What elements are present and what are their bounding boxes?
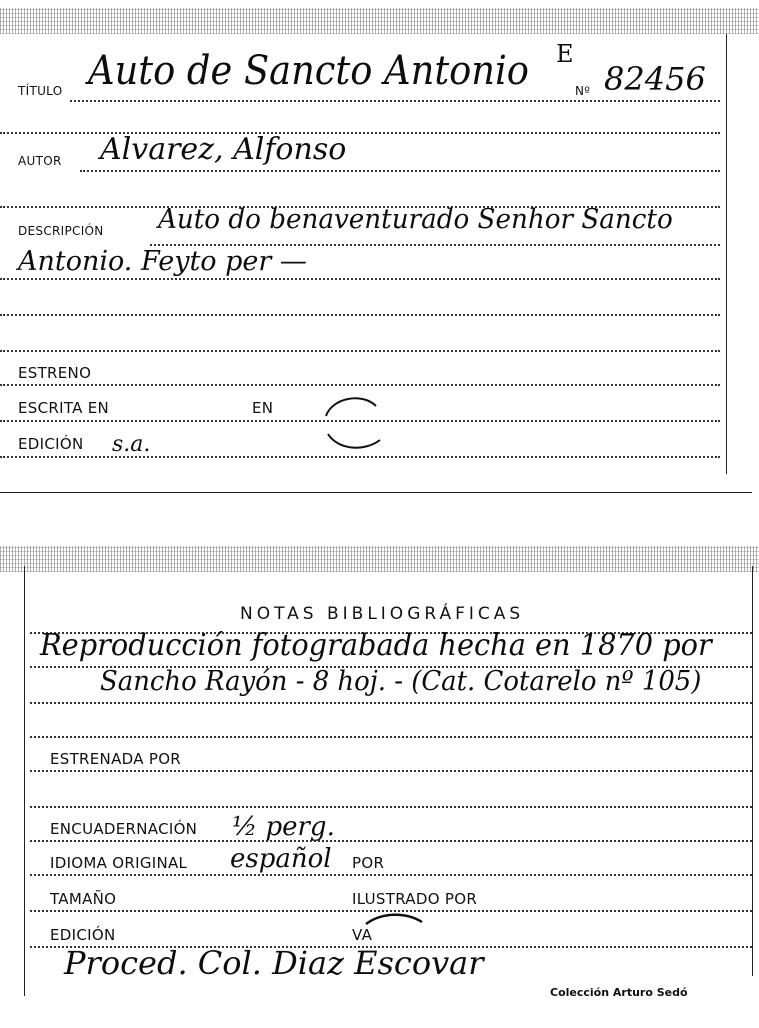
edicion-line [0,456,720,458]
row-line [0,314,720,316]
va-label: VA [352,926,373,944]
edicion2-label: EDICIÓN [50,926,116,944]
notas-handwritten-1: Reproducción fotograbada hecha en 1870 por [40,628,712,663]
letter-handwritten: E [556,40,574,68]
row-line [30,806,752,808]
row-line [0,278,720,280]
estrenada-line [30,770,752,772]
titulo-line [70,100,720,102]
collection-footer: Colección Arturo Sedó [550,986,688,999]
escrita-en-label: ESCRITA EN [18,399,110,417]
catalog-card-top [0,0,759,500]
numero-label: Nº [575,84,591,98]
torn-edge [0,8,759,34]
encuadernacion-line [30,840,752,842]
row-line [30,702,752,704]
stamp-mark-icon [318,390,384,456]
torn-edge [0,546,759,572]
estrenada-por-label: ESTRENADA POR [50,750,182,768]
notas-heading: NOTAS BIBLIOGRÁFICAS [240,604,525,624]
card-border-left [24,566,25,996]
autor-handwritten: Alvarez, Alfonso [100,132,347,167]
catalog-card-bottom [0,540,759,1028]
card-border-right [726,34,727,474]
encuadernacion-label: ENCUADERNACIÓN [50,820,198,838]
estreno-line [0,384,720,386]
descripcion-label: DESCRIPCIÓN [18,224,104,238]
en-label: EN [252,399,274,417]
idioma-original-label: IDIOMA ORIGINAL [50,854,188,872]
idioma-line [30,874,752,876]
row-line [30,736,752,738]
autor-line [80,170,720,172]
idioma-handwritten: español [230,844,332,874]
descripcion-handwritten-1: Auto do benaventurado Senhor Sancto [158,204,673,235]
encuadernacion-handwritten: ½ perg. [232,812,335,842]
por-label: POR [352,854,385,872]
autor-label: AUTOR [18,154,62,168]
card-bottom-edge [0,492,752,493]
descripcion-handwritten-2: Antonio. Feyto per — [18,246,307,277]
notas-handwritten-2: Sancho Rayón - 8 hoj. - (Cat. Cotarelo nº 105) [100,666,702,697]
card-border-right [752,566,753,976]
edicion-handwritten: s.a. [112,432,151,457]
tamano-label: TAMAÑO [50,890,117,908]
row-line [0,350,720,352]
edicion-label: EDICIÓN [18,435,84,453]
titulo-handwritten: Auto de Sancto Antonio [88,48,529,94]
ilustrado-por-label: ILUSTRADO POR [352,890,478,908]
titulo-label: TÍTULO [18,84,63,98]
estreno-label: ESTRENO [18,364,92,382]
procedencia-handwritten: Proced. Col. Diaz Escovar [64,944,484,982]
numero-handwritten: 82456 [604,60,706,98]
